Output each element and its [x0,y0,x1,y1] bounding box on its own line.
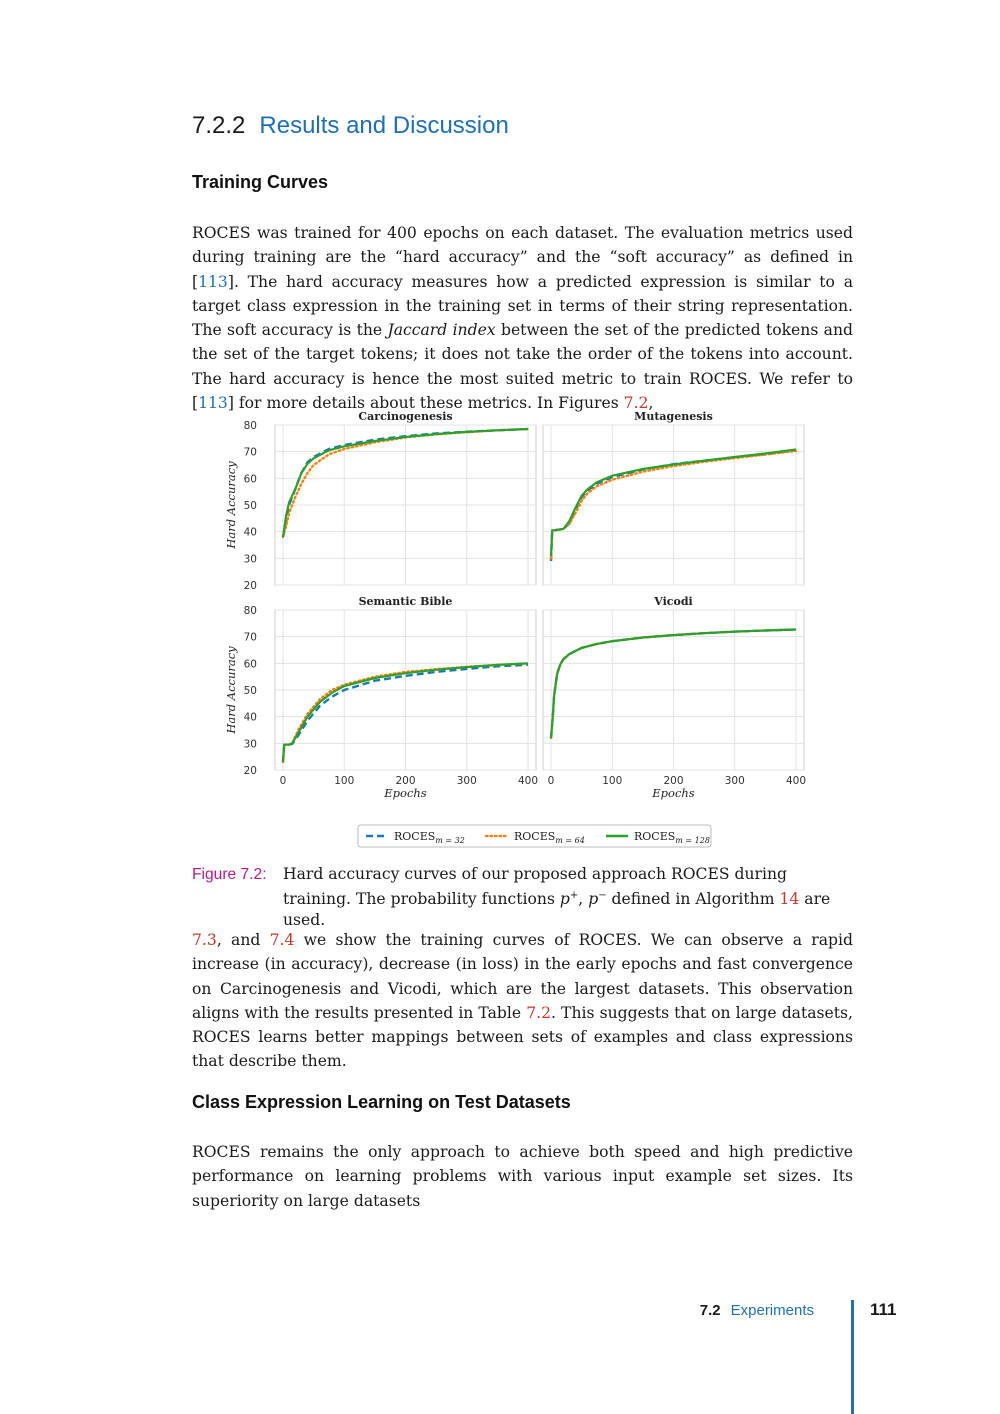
y-tick-label: 40 [243,711,257,724]
legend-label: $ROCES_{m = 64}$ [514,830,585,845]
section-heading [192,112,509,140]
paragraph-2: 7.3, and 7.4 we show the training curves of ROCES. We can observe a rapid increase (in accuracy), decrease (in loss) in the early epochs and fast convergence on Carcinogenesis and Vicodi, which are the largest datasets. This observation aligns with the results presented in Table 7.2. This suggests that on large datasets, ROCES learns better mappings between sets of examples and class expressions that describe them. [192,931,853,1071]
p-plus: p+ [559,890,579,909]
y-tick-label: 70 [243,446,257,459]
x-tick-label: 100 [334,775,355,787]
footer-section-number: 7.2 [699,1302,721,1319]
y-tick-label: 70 [243,631,257,644]
y-tick-label: 50 [243,500,257,512]
page-footer [0,1300,1000,1414]
y-tick-label: 60 [243,658,257,671]
panel-title: Semantic Bible [358,595,453,608]
figure-7-2 [220,400,840,855]
x-tick-label: 0 [547,775,555,787]
y-tick-label: 60 [243,473,257,486]
x-tick-label: 300 [724,775,745,787]
x-tick-label: 0 [279,775,287,787]
y-tick-label: 20 [243,765,257,777]
citation-link[interactable]: 113 [198,272,228,291]
x-tick-label: 400 [785,775,807,787]
paragraph-3: ROCES remains the only approach to achieve both speed and high predictive performance on learning problems with various input example set sizes. Its superiority on large datasets [192,1143,853,1210]
panel-title: Mutagenesis [634,410,713,423]
y-axis-label: Hard Accuracy [224,646,238,734]
footer-rule [851,1300,854,1414]
x-tick-label: 200 [663,775,684,787]
y-tick-label: 50 [243,685,257,697]
y-tick-label: 30 [243,553,257,566]
figure-ref-link[interactable]: 7.4 [269,931,295,949]
subsection-title-class-expression: Class Expression Learning on Test Datasets [192,1092,571,1112]
figure-ref-link[interactable]: 7.2 [623,394,649,413]
footer-section [700,1302,814,1319]
legend-label: $ROCES_{m = 128}$ [634,830,710,845]
hard-accuracy-chart [220,400,840,855]
x-tick-label: 300 [456,775,477,787]
paragraph-1: ROCES was trained for 400 epochs on each dataset. The evaluation metrics used during training are the “hard accuracy” and the “soft accuracy” as defined in [113]. The hard accuracy measures how a predicted expression is similar to a target class expression in the training set in terms of their string representation. The soft accuracy is the Jaccard index between the set of the predicted tokens and the set of the target tokens; it does not take the order of the tokens into account. The hard accuracy is hence the most suited metric to train ROCES. We refer to [113] for more details about these metrics. In Figures 7.2, [192,224,853,413]
page-number: 111 [870,1300,897,1319]
x-tick-label: 100 [602,775,623,787]
figure-label: Figure 7.2: [192,866,267,883]
subsection-title-training-curves: Training Curves [192,172,329,192]
legend-label: $ROCES_{m = 32}$ [394,830,465,845]
section-number: 7.2.2 [192,112,246,139]
y-tick-label: 80 [243,605,257,617]
x-tick-label: 200 [395,775,416,787]
panel-title: Carcinogenesis [358,410,453,423]
jaccard-index-term: Jaccard index [387,321,496,340]
p-minus: p− [588,890,607,909]
citation-link[interactable]: 113 [198,394,228,413]
figure-ref-link[interactable]: 7.3 [192,931,217,949]
footer-section-link[interactable]: Experiments [730,1302,814,1319]
algorithm-ref-link[interactable]: 14 [779,890,800,909]
x-tick-label: 400 [517,775,539,787]
y-tick-label: 20 [243,580,257,592]
panel-title: Vicodi [654,595,693,608]
y-tick-label: 30 [243,738,257,751]
y-axis-label: Hard Accuracy [224,461,238,549]
x-axis-label: Epochs [384,786,427,800]
table-ref-link[interactable]: 7.2 [526,1003,552,1022]
x-axis-label: Epochs [652,786,695,800]
caption-text: Hard accuracy curves of our proposed approach ROCES during training. The probability functions p+, p− defined in Algorithm 14 are used. [283,865,831,930]
y-tick-label: 40 [243,526,257,539]
section-title: Results and Discussion [259,112,509,139]
y-tick-label: 80 [243,420,257,432]
